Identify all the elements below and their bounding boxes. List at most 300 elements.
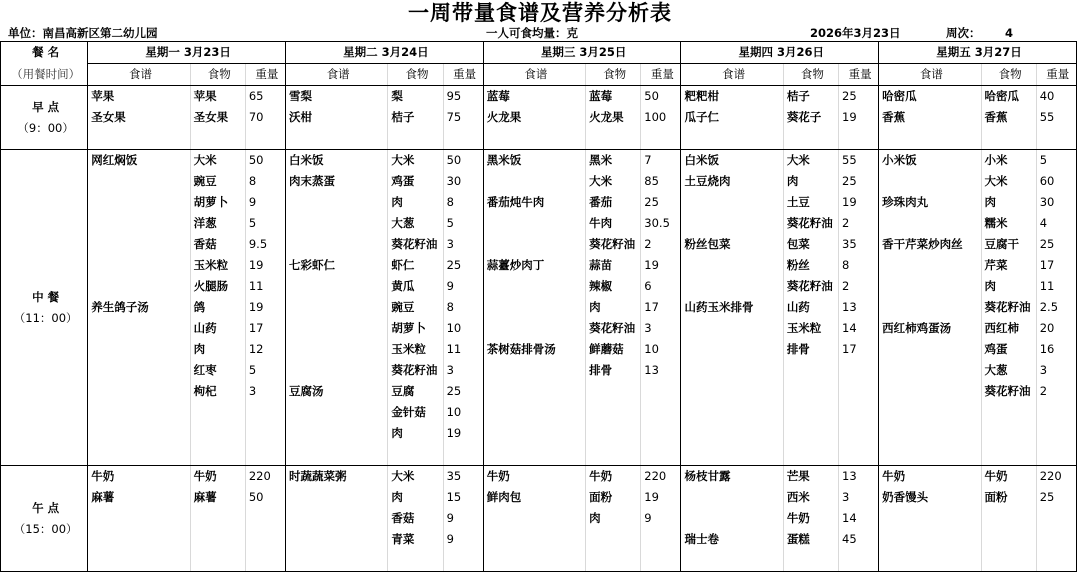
recipe-cell — [681, 213, 783, 234]
weight-cell: 13 — [839, 297, 879, 318]
recipe-cell: 土豆烧肉 — [684, 174, 731, 188]
weight-cell — [1036, 529, 1076, 550]
weight-cell: 9 — [443, 276, 483, 297]
recipe-cell: 蓝莓 — [486, 89, 510, 103]
weight-cell: 13 — [641, 360, 681, 381]
recipe-cell — [879, 423, 981, 444]
weight-cell — [839, 381, 879, 402]
recipe-cell: 瓜子仁 — [684, 110, 719, 124]
food-cell — [783, 360, 838, 381]
food-cell — [783, 423, 838, 444]
food-cell: 西米 — [783, 487, 838, 508]
recipe-cell — [681, 128, 783, 150]
weight-cell: 75 — [443, 107, 483, 128]
table-row — [1, 339, 1078, 360]
weight-cell: 19 — [443, 423, 483, 444]
meal-time-header: （用餐时间） — [1, 64, 88, 86]
recipe-cell — [879, 213, 981, 234]
weight-cell: 220 — [245, 466, 285, 488]
weight-cell — [245, 423, 285, 444]
weight-cell: 50 — [641, 86, 681, 108]
food-cell: 黄瓜 — [388, 276, 443, 297]
recipe-cell — [286, 339, 388, 360]
recipe-cell — [88, 213, 190, 234]
recipe-cell — [681, 550, 783, 572]
recipe-cell: 七彩虾仁 — [289, 258, 336, 272]
food-cell: 香菇 — [190, 234, 245, 255]
food-cell: 虾仁 — [388, 255, 443, 276]
weight-cell: 9 — [443, 529, 483, 550]
weight-cell: 4 — [1036, 213, 1076, 234]
weight-cell — [839, 360, 879, 381]
table-row — [1, 192, 1078, 213]
weight-cell — [245, 550, 285, 572]
weight-cell: 100 — [641, 107, 681, 128]
lunch-meal-cell — [1, 150, 88, 466]
food-cell: 葵花籽油 — [586, 234, 641, 255]
food-cell: 鸡蛋 — [981, 339, 1036, 360]
food-cell: 排骨 — [586, 360, 641, 381]
table-row — [1, 444, 1078, 466]
table-row — [1, 550, 1078, 572]
recipe-cell: 沃柑 — [289, 110, 313, 124]
food-cell: 肉 — [388, 487, 443, 508]
weight-cell: 3 — [443, 360, 483, 381]
recipe-cell: 杨枝甘露 — [684, 469, 731, 483]
table-row — [1, 529, 1078, 550]
food-cell: 大米 — [388, 466, 443, 488]
weight-col-header: 重量 — [1036, 64, 1076, 86]
food-cell: 牛奶 — [586, 466, 641, 488]
food-cell: 梨 — [388, 86, 443, 108]
recipe-cell — [879, 381, 981, 402]
food-cell: 面粉 — [586, 487, 641, 508]
weight-cell: 220 — [641, 466, 681, 488]
weight-cell: 19 — [839, 192, 879, 213]
recipe-cell — [483, 234, 585, 255]
weight-cell: 70 — [245, 107, 285, 128]
table-row — [1, 360, 1078, 381]
weight-cell: 17 — [839, 339, 879, 360]
weight-cell — [1036, 550, 1076, 572]
food-cell — [190, 529, 245, 550]
table-row — [1, 234, 1078, 255]
food-cell — [388, 444, 443, 466]
weight-cell: 50 — [443, 150, 483, 172]
weight-cell: 25 — [443, 381, 483, 402]
weight-cell: 15 — [443, 487, 483, 508]
recipe-cell — [88, 529, 190, 550]
food-cell — [586, 402, 641, 423]
weight-cell: 14 — [839, 508, 879, 529]
weight-cell — [1036, 444, 1076, 466]
recipe-cell: 哈密瓜 — [882, 89, 917, 103]
weight-cell — [1036, 128, 1076, 150]
recipe-cell — [88, 318, 190, 339]
food-cell: 排骨 — [783, 339, 838, 360]
weight-cell: 9 — [641, 508, 681, 529]
weight-cell: 25 — [839, 171, 879, 192]
food-cell — [586, 444, 641, 466]
recipe-cell: 肉末蒸蛋 — [289, 174, 336, 188]
food-cell: 葵花子 — [783, 107, 838, 128]
day-header: 星期五 3月27日 — [879, 42, 1077, 64]
recipe-cell — [88, 128, 190, 150]
food-cell: 青菜 — [388, 529, 443, 550]
recipe-cell — [879, 171, 981, 192]
weight-cell: 55 — [1036, 107, 1076, 128]
food-cell: 豌豆 — [388, 297, 443, 318]
weight-cell — [641, 529, 681, 550]
recipe-cell — [483, 276, 585, 297]
food-cell: 肉 — [981, 192, 1036, 213]
recipe-cell — [483, 444, 585, 466]
weight-cell — [245, 128, 285, 150]
weight-cell: 3 — [839, 487, 879, 508]
recipe-cell: 山药玉米排骨 — [684, 300, 754, 314]
food-cell: 牛奶 — [190, 466, 245, 488]
weight-cell: 11 — [443, 339, 483, 360]
weight-col-header: 重量 — [443, 64, 483, 86]
food-cell — [981, 444, 1036, 466]
weight-cell: 5 — [245, 213, 285, 234]
recipe-col-header: 食谱 — [879, 64, 981, 86]
recipe-cell — [879, 297, 981, 318]
food-cell: 红枣 — [190, 360, 245, 381]
weight-cell: 25 — [443, 255, 483, 276]
recipe-cell — [88, 402, 190, 423]
food-cell: 山药 — [783, 297, 838, 318]
food-cell — [190, 423, 245, 444]
recipe-cell — [286, 360, 388, 381]
recipe-cell — [681, 402, 783, 423]
food-cell: 芒果 — [783, 466, 838, 488]
snack-meal-time: （15：00） — [13, 521, 78, 536]
weight-cell: 30 — [443, 171, 483, 192]
food-cell — [981, 423, 1036, 444]
food-cell: 包菜 — [783, 234, 838, 255]
food-cell: 面粉 — [981, 487, 1036, 508]
food-cell: 粉丝 — [783, 255, 838, 276]
food-cell — [190, 444, 245, 466]
food-cell: 香菇 — [388, 508, 443, 529]
recipe-cell: 火龙果 — [486, 110, 522, 124]
recipe-cell — [88, 171, 190, 192]
recipe-cell — [483, 423, 585, 444]
recipe-cell: 蒜薹炒肉丁 — [486, 258, 545, 272]
recipe-cell — [88, 255, 190, 276]
food-cell: 鸽 — [190, 297, 245, 318]
recipe-cell — [681, 360, 783, 381]
per-person-note: 一人可食均量：克 — [486, 26, 578, 40]
food-cell: 山药 — [190, 318, 245, 339]
food-cell: 葵花籽油 — [783, 276, 838, 297]
weight-cell: 5 — [245, 360, 285, 381]
table-row — [1, 150, 1078, 172]
food-cell: 小米 — [981, 150, 1036, 172]
weight-cell — [245, 529, 285, 550]
food-col-header: 食物 — [388, 64, 443, 86]
recipe-cell — [681, 444, 783, 466]
recipe-cell — [483, 402, 585, 423]
recipe-cell — [483, 381, 585, 402]
recipe-cell: 牛奶 — [91, 469, 115, 483]
weight-cell: 8 — [443, 192, 483, 213]
food-cell: 鸡蛋 — [388, 171, 443, 192]
food-cell — [783, 444, 838, 466]
food-cell: 火龙果 — [586, 107, 641, 128]
recipe-col-header: 食谱 — [286, 64, 388, 86]
food-cell: 豌豆 — [190, 171, 245, 192]
food-col-header: 食物 — [190, 64, 245, 86]
breakfast-meal-name: 早 点 — [32, 99, 60, 114]
table-row — [1, 466, 1078, 488]
recipe-col-header: 食谱 — [681, 64, 783, 86]
weight-cell: 14 — [839, 318, 879, 339]
recipe-cell — [286, 276, 388, 297]
recipe-cell — [88, 423, 190, 444]
table-row — [1, 402, 1078, 423]
food-cell: 土豆 — [783, 192, 838, 213]
recipe-cell: 牛奶 — [486, 469, 510, 483]
recipe-cell — [879, 276, 981, 297]
food-cell: 肉 — [388, 423, 443, 444]
weight-cell — [641, 444, 681, 466]
food-cell: 牛肉 — [586, 213, 641, 234]
weight-cell: 30.5 — [641, 213, 681, 234]
recipe-cell — [879, 529, 981, 550]
recipe-cell: 奶香馒头 — [882, 490, 929, 504]
weight-cell — [641, 381, 681, 402]
food-cell: 蒜苗 — [586, 255, 641, 276]
weight-cell — [839, 402, 879, 423]
recipe-cell — [879, 339, 981, 360]
weight-cell: 5 — [443, 213, 483, 234]
food-cell — [388, 550, 443, 572]
food-col-header: 食物 — [783, 64, 838, 86]
weight-cell: 5 — [1036, 150, 1076, 172]
weight-cell — [641, 550, 681, 572]
weight-col-header: 重量 — [839, 64, 879, 86]
recipe-cell: 西红柿鸡蛋汤 — [882, 321, 952, 335]
recipe-cell — [88, 381, 190, 402]
food-col-header: 食物 — [981, 64, 1036, 86]
weight-cell: 6 — [641, 276, 681, 297]
weight-cell — [839, 423, 879, 444]
food-cell: 圣女果 — [190, 107, 245, 128]
weight-cell: 25 — [641, 192, 681, 213]
recipe-cell — [879, 255, 981, 276]
recipe-cell — [88, 508, 190, 529]
weight-cell — [245, 402, 285, 423]
recipe-cell — [286, 318, 388, 339]
food-cell: 葵花籽油 — [388, 360, 443, 381]
weight-cell: 55 — [839, 150, 879, 172]
recipe-cell: 养生鸽子汤 — [91, 300, 149, 314]
food-cell: 肉 — [981, 276, 1036, 297]
weight-cell: 19 — [245, 297, 285, 318]
food-cell: 肉 — [586, 297, 641, 318]
weight-cell: 7 — [641, 150, 681, 172]
recipe-cell — [681, 381, 783, 402]
food-col-header: 食物 — [586, 64, 641, 86]
page-title: 一周带量食谱及营养分析表 — [408, 1, 672, 25]
table-row — [1, 381, 1078, 402]
food-cell — [190, 402, 245, 423]
recipe-cell — [483, 318, 585, 339]
weight-cell: 17 — [641, 297, 681, 318]
recipe-cell — [483, 360, 585, 381]
recipe-cell: 麻薯 — [91, 490, 115, 504]
table-row — [1, 171, 1078, 192]
table-row — [1, 128, 1078, 150]
recipe-cell — [483, 297, 585, 318]
snack-meal-name: 午 点 — [32, 500, 60, 515]
weight-cell: 10 — [443, 318, 483, 339]
food-cell — [586, 423, 641, 444]
weight-cell: 9.5 — [245, 234, 285, 255]
weight-cell — [1036, 508, 1076, 529]
recipe-cell — [681, 276, 783, 297]
food-cell: 肉 — [586, 508, 641, 529]
weight-cell: 65 — [245, 86, 285, 108]
food-cell — [783, 128, 838, 150]
food-cell: 葵花籽油 — [388, 234, 443, 255]
menu-table — [0, 41, 1078, 572]
recipe-col-header: 食谱 — [483, 64, 585, 86]
recipe-cell: 苹果 — [91, 89, 115, 103]
food-cell: 牛奶 — [783, 508, 838, 529]
weight-cell: 9 — [443, 508, 483, 529]
recipe-cell — [286, 529, 388, 550]
recipe-cell — [88, 234, 190, 255]
food-cell — [783, 381, 838, 402]
recipe-cell — [483, 550, 585, 572]
recipe-cell — [681, 508, 783, 529]
food-cell — [586, 550, 641, 572]
weight-cell: 20 — [1036, 318, 1076, 339]
weight-cell: 8 — [443, 297, 483, 318]
recipe-cell: 白米饭 — [684, 153, 719, 167]
recipe-cell: 圣女果 — [91, 110, 126, 124]
food-cell: 葵花籽油 — [586, 318, 641, 339]
food-cell: 辣椒 — [586, 276, 641, 297]
snack-meal-cell — [1, 466, 88, 572]
day-header: 星期一 3月23日 — [88, 42, 286, 64]
food-cell: 大米 — [190, 150, 245, 172]
food-cell: 豆腐干 — [981, 234, 1036, 255]
food-cell: 桔子 — [783, 86, 838, 108]
table-row — [1, 487, 1078, 508]
breakfast-meal-cell — [1, 86, 88, 150]
table-row — [1, 297, 1078, 318]
weight-cell: 45 — [839, 529, 879, 550]
food-cell: 牛奶 — [981, 466, 1036, 488]
food-cell: 金针菇 — [388, 402, 443, 423]
recipe-cell — [88, 444, 190, 466]
weight-cell: 19 — [839, 107, 879, 128]
weight-cell: 95 — [443, 86, 483, 108]
recipe-cell: 白米饭 — [289, 153, 324, 167]
recipe-cell: 瑞士卷 — [684, 532, 719, 546]
weight-cell: 2.5 — [1036, 297, 1076, 318]
recipe-cell — [681, 339, 783, 360]
recipe-cell — [879, 360, 981, 381]
weight-cell — [443, 128, 483, 150]
recipe-cell: 粉丝包菜 — [684, 237, 731, 251]
recipe-cell: 珍珠肉丸 — [882, 195, 929, 209]
weight-cell: 2 — [839, 213, 879, 234]
weight-cell: 40 — [1036, 86, 1076, 108]
weight-cell: 17 — [245, 318, 285, 339]
food-cell — [190, 508, 245, 529]
recipe-cell — [879, 128, 981, 150]
food-cell: 肉 — [190, 339, 245, 360]
weight-cell: 25 — [1036, 234, 1076, 255]
recipe-cell — [88, 192, 190, 213]
weight-cell: 3 — [641, 318, 681, 339]
food-cell — [586, 128, 641, 150]
food-cell: 大米 — [981, 171, 1036, 192]
recipe-cell: 番茄炖牛肉 — [486, 195, 545, 209]
food-cell — [586, 529, 641, 550]
weight-cell — [641, 128, 681, 150]
food-cell: 西红柿 — [981, 318, 1036, 339]
weight-cell: 11 — [1036, 276, 1076, 297]
weight-cell — [245, 444, 285, 466]
food-cell: 哈密瓜 — [981, 86, 1036, 108]
food-cell: 胡萝卜 — [190, 192, 245, 213]
food-cell — [586, 381, 641, 402]
recipe-cell — [286, 213, 388, 234]
food-cell: 苹果 — [190, 86, 245, 108]
weight-cell: 2 — [641, 234, 681, 255]
table-row — [1, 86, 1078, 108]
recipe-cell — [483, 529, 585, 550]
recipe-cell — [286, 297, 388, 318]
recipe-cell — [879, 550, 981, 572]
recipe-cell — [88, 550, 190, 572]
weight-cell: 12 — [245, 339, 285, 360]
weight-cell — [443, 550, 483, 572]
meal-header: 餐 名 — [1, 42, 88, 64]
weight-cell: 2 — [1036, 381, 1076, 402]
recipe-cell: 雪梨 — [289, 89, 313, 103]
weight-cell — [1036, 423, 1076, 444]
food-cell: 玉米粒 — [783, 318, 838, 339]
food-cell: 番茄 — [586, 192, 641, 213]
weight-cell: 13 — [839, 466, 879, 488]
report-date: 2026年3月23日 — [810, 26, 901, 40]
table-row — [1, 423, 1078, 444]
recipe-cell — [286, 234, 388, 255]
food-cell: 鲜蘑菇 — [586, 339, 641, 360]
food-cell: 胡萝卜 — [388, 318, 443, 339]
table-row — [1, 318, 1078, 339]
recipe-cell — [483, 213, 585, 234]
recipe-cell — [88, 276, 190, 297]
food-cell — [981, 508, 1036, 529]
food-cell — [783, 550, 838, 572]
food-cell: 蓝莓 — [586, 86, 641, 108]
food-cell — [190, 550, 245, 572]
weight-cell: 25 — [839, 86, 879, 108]
food-cell — [783, 402, 838, 423]
food-cell: 芹菜 — [981, 255, 1036, 276]
food-cell: 大米 — [586, 171, 641, 192]
recipe-cell — [286, 192, 388, 213]
food-cell — [981, 128, 1036, 150]
